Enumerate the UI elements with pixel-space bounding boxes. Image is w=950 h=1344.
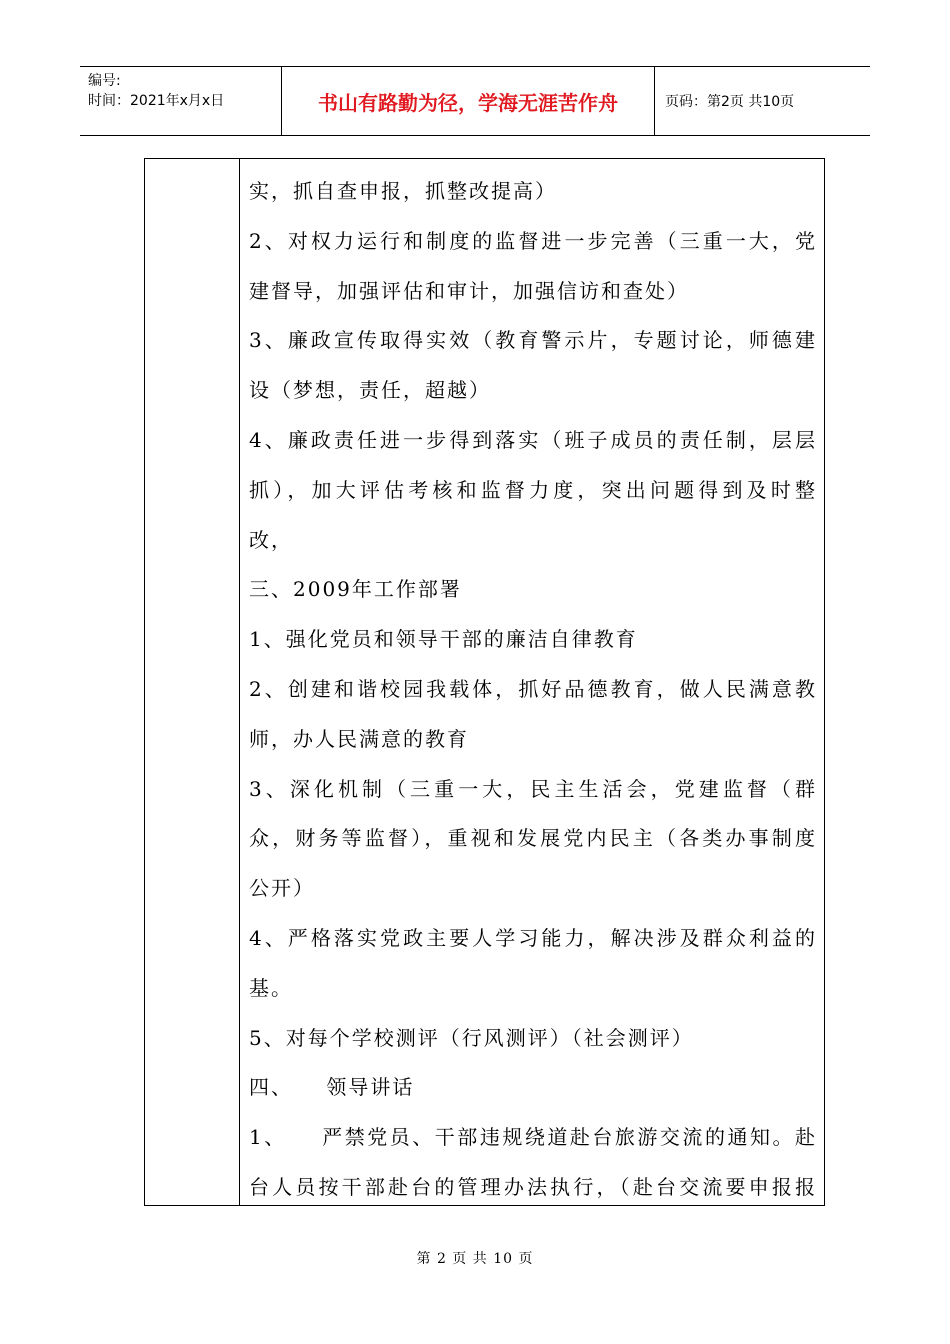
text-line: 3、深化机制（三重一大，民主生活会，党建监督（群 bbox=[249, 776, 817, 801]
text-line: 改， bbox=[249, 527, 293, 552]
page-footer: 第 2 页 共 10 页 bbox=[416, 1251, 534, 1267]
text-line: 公开） bbox=[249, 876, 315, 901]
text-line: 1、 严禁党员、干部违规绕道赴台旅游交流的通知。赴 bbox=[249, 1125, 817, 1150]
page-header bbox=[80, 66, 870, 136]
text-line: 众，财务等监督），重视和发展党内民主（各类办事制度 bbox=[249, 826, 817, 851]
column-divider bbox=[239, 159, 240, 1205]
text-line: 1、强化党员和领导干部的廉洁自律教育 bbox=[249, 627, 638, 652]
text-line: 师，办人民满意的教育 bbox=[249, 726, 469, 751]
text-line: 实，抓自查申报，抓整改提高） bbox=[249, 179, 557, 203]
header-motto: 书山有路勤为径，学海无涯苦作舟 bbox=[282, 67, 655, 135]
header-meta bbox=[80, 67, 282, 135]
text-line: 台人员按干部赴台的管理办法执行，（赴台交流要申报报 bbox=[249, 1174, 817, 1199]
text-line: 建督导，加强评估和审计，加强信访和查处） bbox=[249, 278, 689, 303]
text-line: 3、廉政宣传取得实效（教育警示片，专题讨论，师德建 bbox=[249, 328, 817, 353]
text-line: 三、2009年工作部署 bbox=[249, 577, 462, 602]
table-content-cell bbox=[249, 167, 817, 1213]
serial-label: 编号: bbox=[88, 73, 121, 89]
text-line: 4、廉政责任进一步得到落实（班子成员的责任制，层层 bbox=[249, 427, 817, 452]
text-line: 设（梦想，责任，超越） bbox=[249, 378, 491, 403]
text-line: 抓），加大评估考核和监督力度，突出问题得到及时整 bbox=[249, 477, 817, 502]
text-line: 基。 bbox=[249, 975, 293, 1000]
header-page-code: 页码：第2页 共10页 bbox=[665, 94, 795, 110]
text-line: 四、 领导讲话 bbox=[249, 1075, 415, 1100]
text-line: 2、对权力运行和制度的监督进一步完善（三重一大，党 bbox=[249, 228, 817, 253]
text-line: 2、创建和谐校园我载体，抓好品德教育，做人民满意教 bbox=[249, 676, 817, 701]
time-label: 时间：2021年x月x日 bbox=[88, 93, 225, 109]
content-table bbox=[144, 158, 825, 1206]
text-line: 4、严格落实党政主要人学习能力，解决涉及群众利益的 bbox=[249, 925, 817, 950]
text-line: 5、对每个学校测评（行风测评）（社会测评） bbox=[249, 1025, 694, 1050]
